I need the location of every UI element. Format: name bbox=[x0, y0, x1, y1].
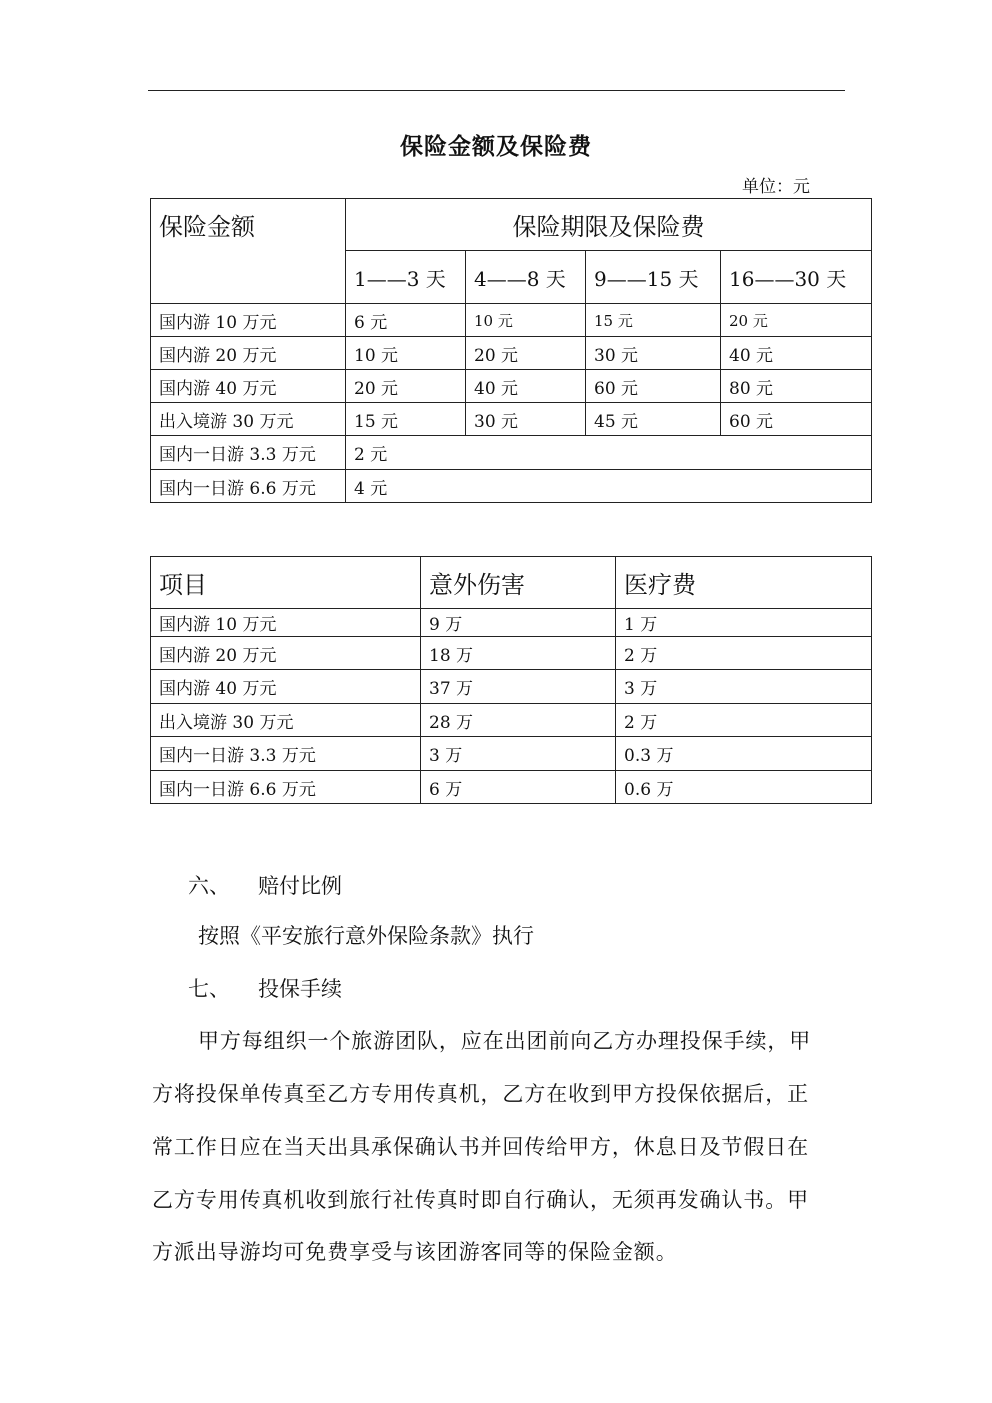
premium-cell: 15 元 bbox=[586, 304, 721, 337]
table-row bbox=[151, 370, 872, 403]
period-header: 1——3 天 bbox=[346, 251, 466, 304]
header-period-premium: 保险期限及保险费 bbox=[346, 199, 872, 251]
row-label: 出入境游 30 万元 bbox=[151, 704, 421, 737]
row-label: 国内游 40 万元 bbox=[151, 670, 421, 704]
medical-cell: 3 万 bbox=[616, 670, 872, 704]
premium-cell: 30 元 bbox=[466, 403, 586, 436]
table-row bbox=[151, 337, 872, 370]
premium-cell: 60 元 bbox=[586, 370, 721, 403]
premium-table bbox=[150, 198, 872, 503]
medical-cell: 0.6 万 bbox=[616, 771, 872, 804]
section-number: 七、 bbox=[188, 977, 230, 1001]
unit-label: 单位：元 bbox=[742, 177, 810, 197]
premium-cell: 20 元 bbox=[466, 337, 586, 370]
header-accident: 意外伤害 bbox=[421, 557, 616, 609]
body-line: 甲方每组织一个旅游团队，应在出团前向乙方办理投保手续，甲 bbox=[198, 1029, 812, 1053]
header-rule bbox=[148, 90, 845, 91]
table-row bbox=[151, 403, 872, 436]
accident-cell: 28 万 bbox=[421, 704, 616, 737]
section-7-heading bbox=[188, 973, 342, 1003]
medical-cell: 2 万 bbox=[616, 637, 872, 670]
row-label: 国内游 10 万元 bbox=[151, 304, 346, 337]
row-label: 国内一日游 6.6 万元 bbox=[151, 771, 421, 804]
table-row bbox=[151, 637, 872, 670]
header-item: 项目 bbox=[151, 557, 421, 609]
table-row bbox=[151, 609, 872, 637]
table-row bbox=[151, 470, 872, 503]
premium-cell: 30 元 bbox=[586, 337, 721, 370]
body-line: 常工作日应在当天出具承保确认书并回传给甲方，休息日及节假日在 bbox=[152, 1135, 809, 1159]
section-6-text: 按照《平安旅行意外保险条款》执行 bbox=[198, 924, 534, 948]
medical-cell: 0.3 万 bbox=[616, 737, 872, 771]
row-label: 出入境游 30 万元 bbox=[151, 403, 346, 436]
medical-cell: 1 万 bbox=[616, 609, 872, 637]
body-line: 乙方专用传真机收到旅行社传真时即自行确认，无须再发确认书。甲 bbox=[152, 1188, 809, 1212]
period-header: 4——8 天 bbox=[466, 251, 586, 304]
table-row bbox=[151, 737, 872, 771]
premium-cell: 45 元 bbox=[586, 403, 721, 436]
medical-cell: 2 万 bbox=[616, 704, 872, 737]
premium-cell: 60 元 bbox=[721, 403, 872, 436]
table-row bbox=[151, 304, 872, 337]
header-insured-amount: 保险金额 bbox=[151, 199, 346, 304]
header-medical: 医疗费 bbox=[616, 557, 872, 609]
table-row bbox=[151, 771, 872, 804]
accident-cell: 37 万 bbox=[421, 670, 616, 704]
premium-cell: 20 元 bbox=[346, 370, 466, 403]
premium-cell: 10 元 bbox=[466, 304, 586, 337]
row-label: 国内一日游 6.6 万元 bbox=[151, 470, 346, 503]
table-row bbox=[151, 670, 872, 704]
premium-cell: 6 元 bbox=[346, 304, 466, 337]
section-title: 赔付比例 bbox=[258, 874, 342, 898]
premium-cell: 4 元 bbox=[346, 470, 872, 503]
premium-cell: 10 元 bbox=[346, 337, 466, 370]
accident-cell: 9 万 bbox=[421, 609, 616, 637]
period-header: 9——15 天 bbox=[586, 251, 721, 304]
premium-cell: 2 元 bbox=[346, 436, 872, 470]
section-6-heading bbox=[188, 870, 342, 900]
row-label: 国内游 20 万元 bbox=[151, 637, 421, 670]
row-label: 国内一日游 3.3 万元 bbox=[151, 737, 421, 771]
body-line: 方派出导游均可免费享受与该团游客同等的保险金额。 bbox=[152, 1240, 678, 1264]
accident-cell: 18 万 bbox=[421, 637, 616, 670]
premium-cell: 15 元 bbox=[346, 403, 466, 436]
table-row bbox=[151, 436, 872, 470]
coverage-table bbox=[150, 556, 872, 804]
row-label: 国内一日游 3.3 万元 bbox=[151, 436, 346, 470]
accident-cell: 3 万 bbox=[421, 737, 616, 771]
period-header: 16——30 天 bbox=[721, 251, 872, 304]
premium-cell: 80 元 bbox=[721, 370, 872, 403]
section-title: 投保手续 bbox=[258, 977, 342, 1001]
section-number: 六、 bbox=[188, 874, 230, 898]
premium-cell: 40 元 bbox=[466, 370, 586, 403]
premium-cell: 40 元 bbox=[721, 337, 872, 370]
row-label: 国内游 20 万元 bbox=[151, 337, 346, 370]
page-title: 保险金额及保险费 bbox=[400, 134, 592, 160]
accident-cell: 6 万 bbox=[421, 771, 616, 804]
body-line: 方将投保单传真至乙方专用传真机，乙方在收到甲方投保依据后，正 bbox=[152, 1082, 809, 1106]
premium-cell: 20 元 bbox=[721, 304, 872, 337]
row-label: 国内游 40 万元 bbox=[151, 370, 346, 403]
row-label: 国内游 10 万元 bbox=[151, 609, 421, 637]
table-row bbox=[151, 704, 872, 737]
